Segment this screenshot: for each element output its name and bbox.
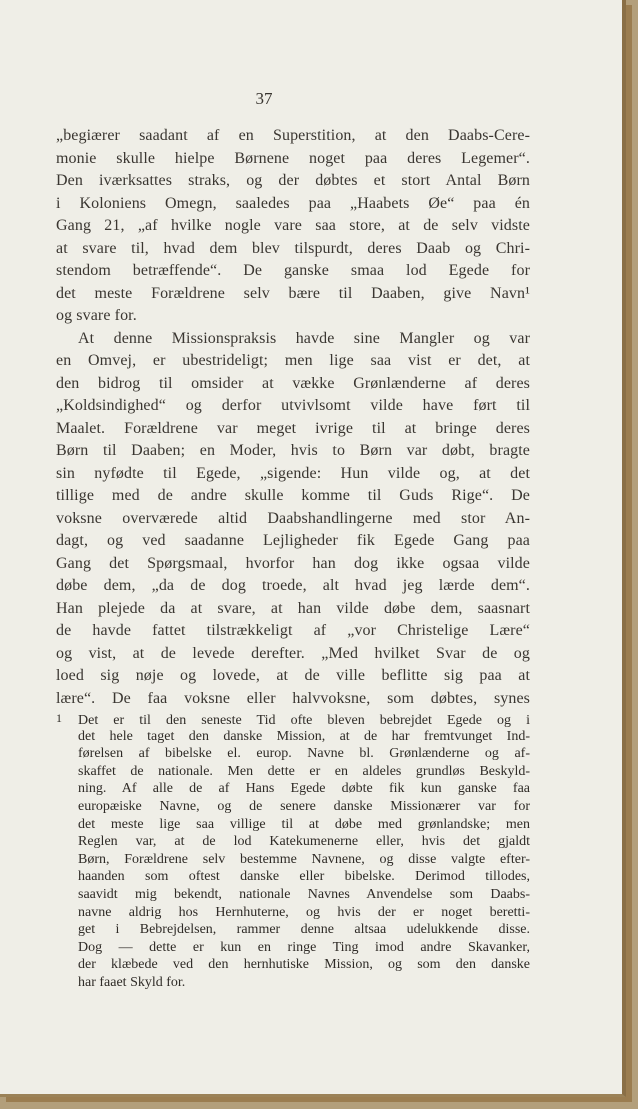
footnote-line: førelsen af bibelske el. europ. Navne bl. Grønlænderne og af-	[78, 746, 530, 762]
footnote-line: europæiske Navne, og de senere danske Missionærer var for	[78, 798, 530, 814]
text-line: voksne overværede altid Daabshandlingerne med stor An-	[56, 509, 530, 527]
text-line: „Koldsindighed“ og derfor utvivlsomt vilde have ført til	[56, 397, 530, 414]
text-line: Maalet. Forældrene var meget ivrige til at bringe deres	[56, 419, 530, 437]
text-line: tillige med de andre skulle komme til Guds Rige“. De	[56, 487, 530, 504]
footnote-line: saavidt mig bekendt, nationale Navnes Anvendelse som Daabs-	[78, 886, 530, 902]
footnote-line: navne aldrig hos Hernhuterne, og hvis der er noget beretti-	[78, 904, 530, 920]
footnote-line: get i Bebrejdelsen, rammer denne altsaa udelukkende disse.	[78, 922, 530, 938]
text-line: Den iværksattes straks, og der døbtes et stort Antal Børn	[56, 172, 530, 189]
text-line: og svare for.	[56, 307, 137, 324]
text-line: de havde fattet tilstrækkeligt af „vor Christelige Lære“	[56, 622, 530, 639]
text-line: Han plejede da at svare, at han vilde døbe dem, saasnart	[56, 599, 530, 617]
text-line: At denne Missionspraksis havde sine Mangler og var	[78, 329, 530, 347]
text-line: en Omvej, er ubestrideligt; men lige saa vist er det, at	[56, 352, 530, 369]
text-line: dagt, og ved saadanne Lejligheder fik Egede Gang paa	[56, 532, 530, 549]
text-line: stendom betræffende“. De ganske smaa lod Egede for	[56, 262, 530, 279]
footnote-line-text: Det er til den seneste Tid ofte bleven bebrejdet Egede og i	[78, 713, 530, 728]
footnote-marker: 1	[56, 711, 62, 725]
footnote-line	[56, 710, 530, 728]
text-line: loed sig nøje og lovede, at de ville beflitte sig paa at	[56, 667, 530, 684]
text-line: Gang 21, „af hvilke nogle vare saa store, at de selv vidste	[56, 217, 530, 234]
text-line: og vist, at de levede derefter. „Med hvilket Svar de og	[56, 644, 530, 662]
text-line: lære“. De faa voksne eller halvvoksne, som døbtes, synes	[56, 689, 530, 707]
text-line: den bidrog til omsider at vække Grønlænderne af deres	[56, 374, 530, 392]
main-text	[56, 125, 530, 710]
text-line: døbe dem, „da de dog troede, alt hvad jeg lærde dem“.	[56, 577, 530, 594]
text-line: i Koloniens Omegn, saaledes paa „Haabets Øe“ paa én	[56, 194, 530, 212]
text-line: monie skulle hielpe Børnene noget paa deres Legemer“.	[56, 149, 530, 167]
footnote-line: Børn, Forældrene selv bestemme Navnene, og disse valgte efter-	[78, 851, 530, 867]
text-line: „begiærer saadant af en Superstition, at den Daabs-Cere-	[56, 127, 530, 144]
footnote-line: haanden som oftest danske eller bibelske. Derimod tillodes,	[78, 869, 530, 885]
footnote-line: det meste lige saa villige til at døbe med grønlandske; men	[78, 816, 530, 832]
text-line: sin nyfødte til Egede, „sigende: Hun vilde og, at det	[56, 464, 530, 482]
footnote-line: Reglen var, at de lod Katekumenerne eller, hvis det gjaldt	[78, 834, 530, 850]
text-line: Børn til Daaben; en Moder, hvis to Børn var døbt, bragte	[56, 442, 530, 459]
footnote-line: der klæbede ved den hernhutiske Mission, og som den danske	[78, 957, 530, 973]
page-number: 37	[255, 89, 273, 108]
footnote-line: skaffet de nationale. Men dette er en aldeles grundløs Beskyld-	[78, 763, 530, 779]
footnote-line: det hele taget den danske Mission, at de har fremtvunget Ind-	[78, 728, 530, 744]
footnote-line: ning. Af alle de af Hans Egede døbte fik kun ganske faa	[78, 781, 530, 797]
footnote-line: har faaet Skyld for.	[78, 974, 186, 990]
text-line: at svare til, hvad dem blev tilspurdt, deres Daab og Chri-	[56, 239, 530, 257]
text-line: det meste Forældrene selv bære til Daaben, give Navn¹	[56, 284, 530, 302]
text-line: Gang det Spørgsmaal, hvorfor han dog ikke ogsaa vilde	[56, 554, 530, 572]
footnote-line: Dog — dette er kun en ringe Ting imod andre Skavanker,	[78, 939, 530, 955]
footnote	[56, 710, 530, 992]
